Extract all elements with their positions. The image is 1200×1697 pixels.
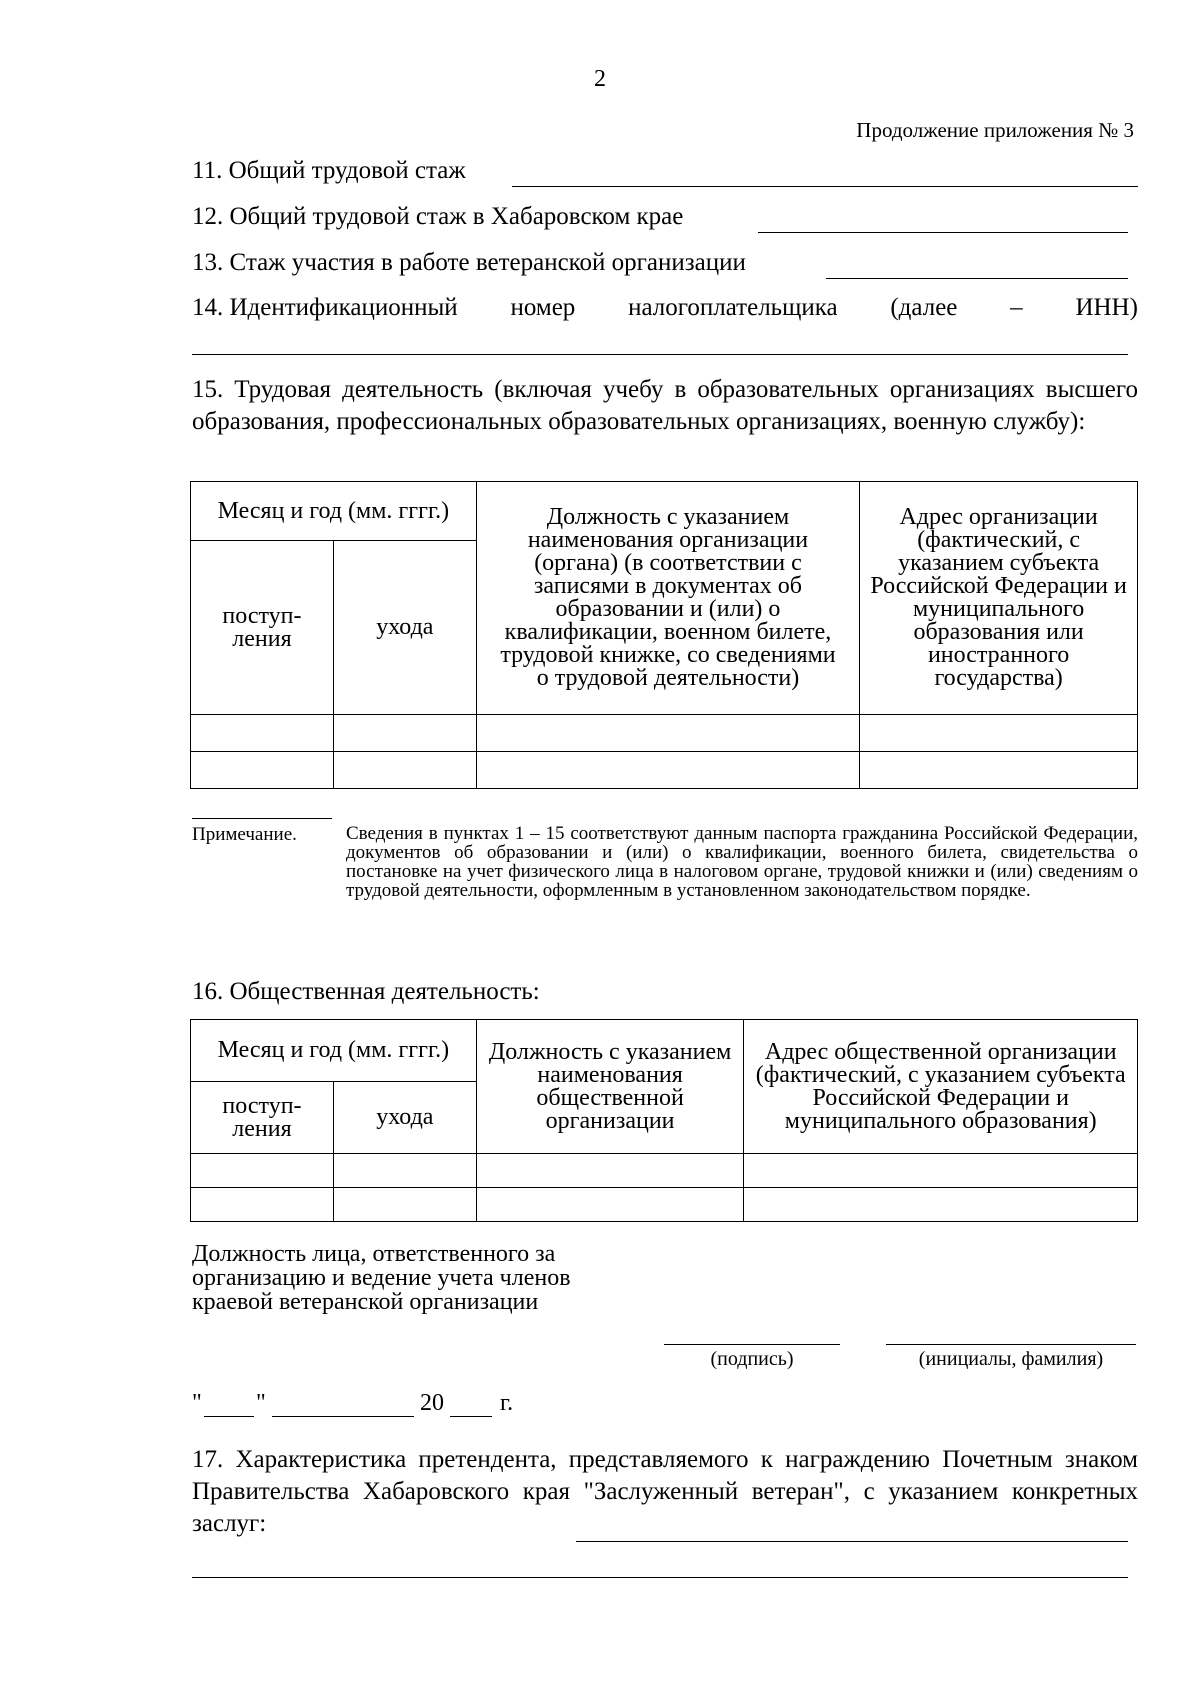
table-cell[interactable] bbox=[191, 752, 334, 789]
table-cell[interactable] bbox=[860, 752, 1138, 789]
note-divider bbox=[192, 818, 332, 819]
table-cell[interactable] bbox=[476, 1154, 744, 1188]
note-label: Примечание. bbox=[192, 824, 297, 845]
item-14-word-6: ИНН) bbox=[1075, 294, 1138, 321]
table-cell[interactable] bbox=[333, 752, 476, 789]
table-cell[interactable] bbox=[191, 1154, 334, 1188]
item-15-label: 15. Трудовая деятельность (включая учебу в образовательных организациях высшего образования, профессиональных образовательных организациях, военную службу): bbox=[192, 376, 1138, 435]
employment-table bbox=[190, 481, 1138, 789]
table-cell[interactable] bbox=[191, 715, 334, 752]
header-position: Должность с указанием наименования общественной организации bbox=[476, 1020, 744, 1154]
item-12-label: 12. Общий трудовой стаж в Хабаровском крае bbox=[192, 203, 684, 230]
date-year-prefix: 20 bbox=[420, 1390, 444, 1416]
name-field[interactable] bbox=[886, 1344, 1136, 1345]
header-start: поступ-ления bbox=[191, 1082, 334, 1154]
public-activity-table bbox=[190, 1019, 1138, 1222]
item-13-label: 13. Стаж участия в работе ветеранской организации bbox=[192, 249, 746, 276]
date-day-field[interactable] bbox=[204, 1416, 254, 1417]
item-17-label: 17. Характеристика претендента, представляемого к награждению Почетным знаком Правительства Хабаровского края "Заслуженный ветеран", с указанием конкретных заслуг: bbox=[192, 1446, 1138, 1537]
date-quote-open: " bbox=[192, 1390, 202, 1416]
header-start: поступ-ления bbox=[191, 541, 334, 715]
item-11-field[interactable] bbox=[512, 186, 1138, 187]
header-leave: ухода bbox=[333, 541, 476, 715]
item-11-label: 11. Общий трудовой стаж bbox=[192, 157, 466, 184]
item-16-label: 16. Общественная деятельность: bbox=[192, 978, 540, 1005]
table-cell[interactable] bbox=[333, 715, 476, 752]
item-13-field[interactable] bbox=[826, 278, 1128, 279]
date-month-field[interactable] bbox=[272, 1416, 414, 1417]
item-14-field[interactable] bbox=[192, 354, 1128, 355]
item-14-word-1: 14. Идентификационный bbox=[192, 294, 458, 321]
item-14-word-4: (далее bbox=[890, 294, 958, 321]
item-17-field-line-2[interactable] bbox=[192, 1577, 1128, 1578]
page-number: 2 bbox=[594, 66, 606, 92]
header-address: Адрес общественной организации (фактический, с указанием субъекта Российской Федерации и муниципального образования) bbox=[744, 1020, 1138, 1154]
table-cell[interactable] bbox=[476, 715, 860, 752]
table-cell[interactable] bbox=[744, 1154, 1138, 1188]
continuation-note: Продолжение приложения № 3 bbox=[856, 118, 1134, 142]
item-14-word-5: – bbox=[1010, 294, 1023, 321]
responsible-position-label: Должность лица, ответственного за организацию и ведение учета членов краевой ветеранской организации bbox=[192, 1241, 571, 1315]
table-cell[interactable] bbox=[476, 1188, 744, 1222]
date-quote-close: " bbox=[256, 1390, 266, 1416]
table-cell[interactable] bbox=[744, 1188, 1138, 1222]
header-month-year: Месяц и год (мм. гггг.) bbox=[191, 1020, 477, 1082]
table-cell[interactable] bbox=[333, 1188, 476, 1222]
table-cell[interactable] bbox=[860, 715, 1138, 752]
signature-caption: (подпись) bbox=[710, 1348, 794, 1370]
note-text: Сведения в пунктах 1 – 15 соответствуют данным паспорта гражданина Российской Федерации, документов об образовании и (или) о квалификации, военного билета, свидетельства о постановке на учет физического лица в налоговом органе, трудовой книжки и (или) сведениям о трудовой деятельности, оформленным в установленном законодательством порядке. bbox=[346, 823, 1138, 901]
date-year-field[interactable] bbox=[450, 1416, 492, 1417]
table-cell[interactable] bbox=[333, 1154, 476, 1188]
item-14-label bbox=[192, 294, 1138, 322]
item-14-word-3: налогоплательщика bbox=[628, 294, 838, 321]
item-14-word-2: номер bbox=[510, 294, 576, 321]
table-cell[interactable] bbox=[191, 1188, 334, 1222]
header-position: Должность с указанием наименования организации (органа) (в соответствии с записями в документах об образовании и (или) о квалификации, военном билете, трудовой книжке, со сведениями о трудовой деятельности) bbox=[476, 482, 860, 715]
item-12-field[interactable] bbox=[758, 232, 1128, 233]
item-17-field-line-1[interactable] bbox=[576, 1541, 1128, 1542]
header-address: Адрес организации (фактический, с указанием субъекта Российской Федерации и муниципального образования или иностранного государства) bbox=[860, 482, 1138, 715]
signature-field[interactable] bbox=[664, 1344, 840, 1345]
header-month-year: Месяц и год (мм. гггг.) bbox=[191, 482, 477, 541]
name-caption: (инициалы, фамилия) bbox=[918, 1348, 1104, 1370]
header-leave: ухода bbox=[333, 1082, 476, 1154]
date-year-suffix: г. bbox=[500, 1390, 514, 1416]
table-cell[interactable] bbox=[476, 752, 860, 789]
